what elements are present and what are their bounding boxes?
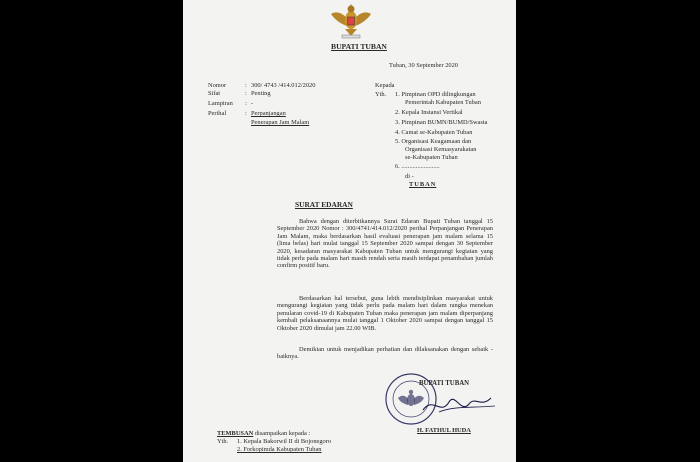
recipient-item: 3. Pimpinan BUMN/BUMD/Swasta [395, 119, 488, 126]
meta-value: 300/ 4743 /414.012/2020 [251, 82, 316, 89]
handwritten-signature-icon [419, 386, 499, 422]
cc-title: TEMBUSAN [217, 430, 254, 437]
recipient-item: 1. Pimpinan OPD dilingkungan [395, 91, 476, 98]
di-label: di - [405, 173, 414, 180]
cc-yth: Yth. [217, 438, 229, 445]
city-label: TUBAN [409, 181, 437, 188]
paragraph-1: Bahwa dengan diterbitkannya Surat Edaran Bupati Tuban tanggal 15 September 2020 Nomor : 300/4741/414.012/2020 perihal Perpanjangan Penerapan Jam Malam, maka berdasarkan hasil evaluasi penerapan jam malam selama 15 (lima belas) hari mulai tanggal 15 September 2020 sampai dengan 30 September 2020, kesadaran masyarakat Kabupaten Tuban untuk mengurangi kegiatan yang tidak perlu pada malam hari masih rendah serta masih terdapat penambahan jumlah confirm positif baru. [277, 218, 493, 270]
cc-suffix: disampaikan kepada : [254, 430, 311, 437]
cc-item: 1. Kepala Bakorwil II di Bojonegoro [237, 438, 332, 445]
recipient-item: 6. ........................ [395, 163, 440, 170]
recipient-item: 5. Organisasi Keagamaan dan [395, 138, 472, 145]
letter-page: BUPATI TUBAN Tuban, 30 September 2020 Nomor : 300/ 4743 /414.012/2020 Sifat : Penting Lampiran : - Perihal : Perpanjangan Penerapan Jam Malam Kepada Yth. 1. Pimpinan OPD dilingkungan Pemerintah Kabupaten Tuban 2. Kepala Instansi Vertikal 3. Pimpinan BUMN/BUMD/Swasta 4. Camat se-Kabupaten Tuban 5. Organisasi Keagamaan dan Organisasi Kemasyarakatan se-Kabupaten Tuban 6. ........................ di - TUBAN SURAT EDARAN Bahwa dengan diterbitkannya Surat Edaran Bupati Tuban tanggal 15 September 2020 Nomor : 300/4741/414.012/2020 perihal Perpanjangan Penerapan Jam Malam, maka berdasarkan hasil evaluasi penerapan jam malam selama 15 (lima belas) hari mulai tanggal 15 September 2020 sampai dengan 30 September 2020, kesadaran masyarakat Kabupaten Tuban untuk mengurangi kegiatan yang tidak perlu pada malam hari masih rendah serta masih terdapat penambahan jumlah confirm positif baru. Berdasarkan hal tersebut, guna lebih mendisiplinkan masyarakat untuk mengurangi kegiatan yang tidak perlu pada malam hari dalam rangka menekan penularan covid-19 di Kabupaten Tuban maka penerapan jam malam diperpanjang kembali pelaksanaannya mulai tanggal 1 Oktober 2020 sampai dengan tanggal 15 Oktober 2020 dimulai jam 22.00 WIB. Demikian untuk menjadikan perhatian dan dilaksanakan dengan sebaik - baiknya. BUPATI TUBAN H. FATHUL HUDA TEMBUSAN disampaikan kepada : Yth. 1. Kepala Bakorwil II di Bojonegoro 2. Forkopimda Kabupaten Tuban [183, 0, 516, 462]
letter-heading: BUPATI TUBAN [331, 42, 387, 51]
paragraph-2: Berdasarkan hal tersebut, guna lebih mendisiplinkan masyarakat untuk mengurangi kegiatan yang tidak perlu pada malam hari dalam rangka menekan penularan covid-19 di Kabupaten Tuban maka penerapan jam malam diperpanjang kembali pelaksanaannya mulai tanggal 1 Oktober 2020 sampai dengan tanggal 15 Oktober 2020 dimulai jam 22.00 WIB. [277, 295, 493, 332]
cc-item: 2. Forkopimda Kabupaten Tuban [237, 446, 322, 453]
meta-label: Perihal [208, 110, 227, 117]
garuda-emblem-icon [329, 2, 373, 40]
meta-label: Sifat [208, 90, 221, 97]
circular-title: SURAT EDARAN [295, 200, 353, 209]
meta-value: Penting [251, 90, 271, 97]
meta-value: Penerapan Jam Malam [251, 119, 310, 126]
signature-title: BUPATI TUBAN [419, 380, 470, 387]
yth-label: Yth. [375, 91, 387, 98]
recipient-item: se-Kabupaten Tuban [405, 154, 458, 161]
place-date: Tuban, 30 September 2020 [389, 62, 458, 69]
meta-label: Nomor [208, 82, 227, 89]
paragraph-3: Demikian untuk menjadikan perhatian dan dilaksanakan dengan sebaik - baiknya. [277, 346, 493, 361]
signatory-name: H. FATHUL HUDA [417, 427, 471, 434]
recipient-item: 2. Kepala Instansi Vertikal [395, 109, 463, 116]
recipient-item: Organisasi Kemasyarakatan [405, 146, 477, 153]
meta-value: - [251, 100, 254, 107]
recipient-item: Pemerintah Kabupaten Tuban [405, 99, 481, 106]
recipient-item: 4. Camat se-Kabupaten Tuban [395, 129, 473, 136]
meta-value: Perpanjangan [251, 110, 286, 117]
kepada-label: Kepada [375, 82, 395, 89]
cc-heading [217, 430, 310, 438]
meta-label: Lampiran [208, 100, 233, 107]
